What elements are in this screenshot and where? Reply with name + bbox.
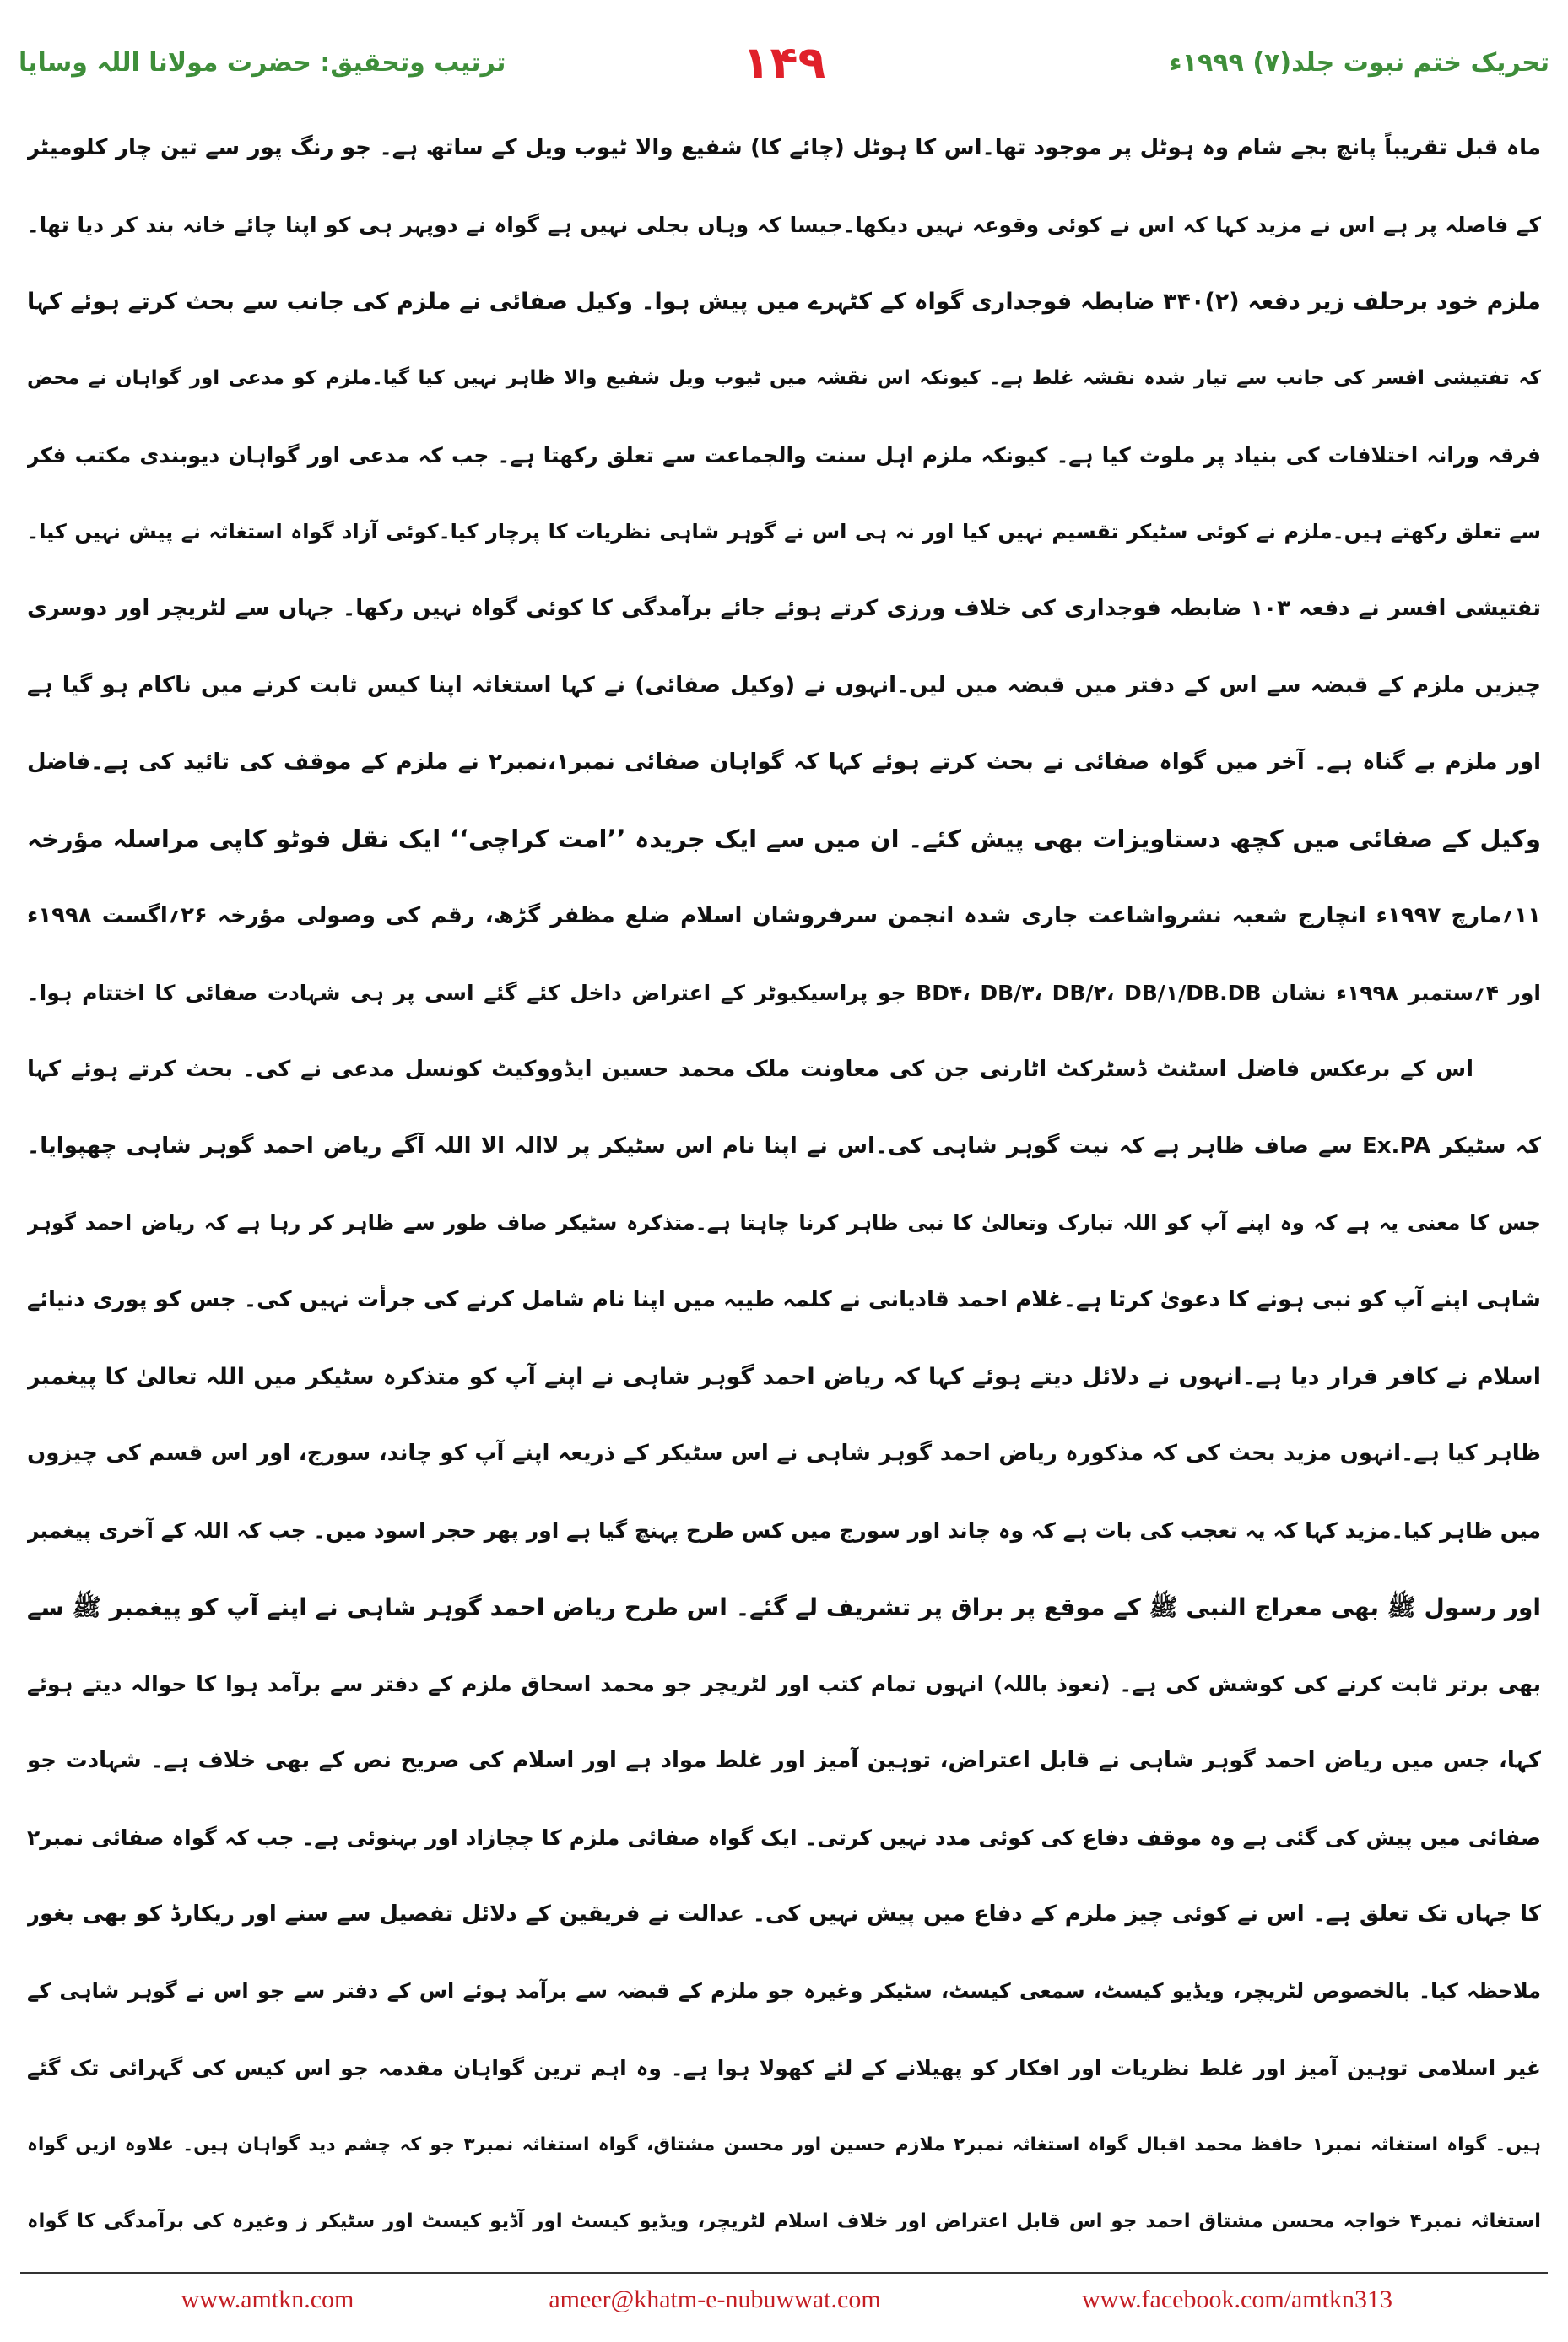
text-line: چیزیں ملزم کے قبضہ سے اس کے دفتر میں قبضہ میں لیں۔انہوں نے (وکیل صفائی) نے کہا استغاثہ اپنا کیس ثابت کرنے میں ناکام ہو گیا ہے — [27, 673, 1541, 698]
text-line: شاہی اپنے آپ کو نبی ہونے کا دعویٰ کرتا ہے۔غلام احمد قادیانی نے کلمہ طیبہ میں اپنا نام شامل کرنے کی جرأت نہیں کی۔ جس کو پوری دنیائے — [27, 1287, 1541, 1312]
text-line: اسلام نے کافر قرار دیا ہے۔انہوں نے دلائل دیتے ہوئے کہا کہ ریاض احمد گوہر شاہی نے اپنے آپ کو متذکرہ سٹیکر میں اللہ تعالیٰ کا پیغمبر — [27, 1364, 1541, 1390]
page-number: ۱۴۹ — [742, 36, 826, 89]
text-line: اور رسول ﷺ بھی معراج النبی ﷺ کے موقع پر براق پر تشریف لے گئے۔ اس طرح ریاض احمد گوہر شاہی نے اپنے آپ کو پیغمبر ﷺ سے — [27, 1593, 1541, 1621]
text-line: کہ تفتیشی افسر کی جانب سے تیار شدہ نقشہ غلط ہے۔ کیونکہ اس نقشہ میں ٹیوب ویل شفیع والا ظاہر نہیں کیا گیا۔ملزم کو مدعی اور گواہان نے محض — [27, 367, 1541, 389]
text-line: ظاہر کیا ہے۔انہوں مزید بحث کی کہ مذکورہ ریاض احمد گوہر شاہی نے اس سٹیکر کے ذریعہ اپنے آپ کو چاند، سورج، اور اس قسم کی چیزوں — [27, 1441, 1541, 1466]
footer-divider — [20, 2272, 1548, 2274]
text-line: استغاثہ نمبر۴ خواجہ محسن مشتاق احمد جو اس قابل اعتراض اور خلاف اسلام لٹریچر، ویڈیو کیسٹ اور آڈیو کیسٹ اور سٹیکر ز وغیرہ کی برآمدگی کا گواہ — [27, 2210, 1541, 2232]
text-line: سے تعلق رکھتے ہیں۔ملزم نے کوئی سٹیکر تقسیم نہیں کیا اور نہ ہی اس نے گوہر شاہی نظریات کا پرچار کیا۔کوئی آزاد گواہ استغاثہ نے پیش نہیں کیا۔ — [27, 520, 1541, 544]
header-series-title: تحریک ختم نبوت جلد(۷) ۱۹۹۹ء — [1169, 48, 1549, 78]
text-line: فرقہ ورانہ اختلافات کی بنیاد پر ملوث کیا ہے۔ کیونکہ ملزم اہل سنت والجماعت سے تعلق رکھتا ہے۔ جب کہ مدعی اور گواہان دیوبندی مکتب فکر — [27, 443, 1541, 468]
text-line: کے فاصلہ پر ہے اس نے مزید کہا کہ اس نے کوئی وقوعہ نہیں دیکھا۔جیسا کہ وہاں بجلی نہیں ہے گواہ نے دوپہر ہی کو اپنا چائے خانہ بند کر دیا تھا۔ — [27, 213, 1541, 237]
paragraph-start-line: اس کے برعکس فاضل اسٹنٹ ڈسٹرکٹ اٹارنی جن کی معاونت ملک محمد حسین ایڈووکیٹ کونسل مدعی نے کی۔ بحث کرتے ہوئے کہا — [27, 1057, 1473, 1082]
text-line: اور ۴؍ستمبر ۱۹۹۸ء نشان BD۴، DB/۳، DB/۲، DB/۱/DB.DB جو پراسیکیوٹر کے اعتراض داخل کئے گئے اسی پر ہی شہادت صفائی کا اختتام ہوا۔ — [27, 981, 1541, 1005]
text-line: میں ظاہر کیا۔مزید کہا کہ یہ تعجب کی بات ہے کہ وہ چاند اور سورج میں کس طرح پہنچ گیا ہے اور پھر حجر اسود میں۔ جب کہ اللہ کے آخری پیغمبر — [27, 1518, 1541, 1543]
text-line: ۱۱؍مارچ ۱۹۹۷ء انچارج شعبہ نشرواشاعت جاری شدہ انجمن سرفروشان اسلام ضلع مظفر گڑھ، رقم کی وصولی مؤرخہ ۲۶؍اگست ۱۹۹۸ء — [27, 903, 1541, 928]
header-compiler-credit: ترتیب وتحقیق: حضرت مولانا اللہ وسایا — [19, 48, 506, 78]
text-line: کہا، جس میں ریاض احمد گوہر شاہی نے قابل اعتراض، توہین آمیز اور غلط مواد ہے اور اسلام کی صریح نص کے بھی خلاف ہے۔ شہادت جو — [27, 1748, 1541, 1773]
text-line: اور ملزم بے گناہ ہے۔ آخر میں گواہ صفائی نے بحث کرتے ہوئے کہا کہ گواہان صفائی نمبر۱،نمبر۲ نے ملزم کے موقف کی تائید کی ہے۔فاضل — [27, 749, 1541, 775]
text-line: ملزم خود برحلف زیر دفعہ (۲)۳۴۰ ضابطہ فوجداری گواہ کے کٹہرے میں پیش ہوا۔ وکیل صفائی نے ملزم کی جانب سے بحث کرتے ہوئے کہا — [27, 289, 1541, 315]
text-line: ماہ قبل تقریباً پانچ بجے شام وہ ہوٹل پر موجود تھا۔اس کا ہوٹل (چائے کا) شفیع والا ٹیوب ویل کے ساتھ ہے۔ جو رنگ پور سے تین چار کلومیٹر — [27, 135, 1541, 160]
page-body-text — [27, 110, 1541, 2260]
text-line: کہ سٹیکر Ex.PA سے صاف ظاہر ہے کہ نیت گوہر شاہی کی۔اس نے اپنا نام اس سٹیکر پر لاالہ الا اللہ آگے ریاض احمد گوہر شاہی چھپوایا۔ — [27, 1133, 1541, 1159]
text-line: بھی برتر ثابت کرنے کی کوشش کی ہے۔ (نعوذ باللہ) انہوں تمام کتب اور لٹریچر جو محمد اسحاق ملزم کے دفتر سے برآمد ہوا کا حوالہ دیتے ہوئے — [27, 1672, 1541, 1696]
text-line: صفائی میں پیش کی گئی ہے وہ موقف دفاع کی کوئی مدد نہیں کرتی۔ ایک گواہ صفائی ملزم کا چچازاد اور بہنوئی ہے۔ جب کہ گواہ صفائی نمبر۲ — [27, 1825, 1541, 1850]
email-link[interactable]: ameer@khatm-e-nubuwwat.com — [549, 2285, 881, 2313]
facebook-link[interactable]: www.facebook.com/amtkn313 — [1082, 2285, 1392, 2313]
website-link[interactable]: www.amtkn.com — [181, 2285, 354, 2313]
text-line: غیر اسلامی توہین آمیز اور غلط نظریات اور افکار کو پھیلانے کے لئے کھولا ہوا ہے۔ وہ اہم ترین گواہان مقدمہ جو اس کیس کی گہرائی تک گئے — [27, 2056, 1541, 2080]
text-line: ملاحظہ کیا۔ بالخصوص لٹریچر، ویڈیو کیسٹ، سمعی کیسٹ، سٹیکر وغیرہ جو ملزم کے قبضہ سے برآمد ہوئے اس کے دفتر سے جو اس نے گوہر شاہی کے — [27, 1979, 1541, 2003]
text-line: تفتیشی افسر نے دفعہ ۱۰۳ ضابطہ فوجداری کی خلاف ورزی کرتے ہوئے جائے برآمدگی کا کوئی گواہ نہیں رکھا۔ جہاں سے لٹریچر اور دوسری — [27, 596, 1541, 621]
text-line: کا جہاں تک تعلق ہے۔ اس نے کوئی چیز ملزم کے دفاع میں پیش نہیں کی۔ عدالت نے فریقین کے دلائل تفصیل سے سنے اور ریکارڈ کو بھی بغور — [27, 1901, 1541, 1927]
text-line: ہیں۔ گواہ استغاثہ نمبر۱ حافظ محمد اقبال گواہ استغاثہ نمبر۲ ملازم حسین اور محسن مشتاق، گواہ استغاثہ نمبر۳ جو کہ چشم دید گواہان ہیں۔ علاوہ ازیں گواہ — [27, 2134, 1541, 2155]
text-line: جس کا معنی یہ ہے کہ وہ اپنے آپ کو اللہ تبارک وتعالیٰ کا نبی ظاہر کرنا چاہتا ہے۔متذکرہ سٹیکر صاف طور سے ظاہر کر رہا ہے کہ ریاض احمد گوہر — [27, 1211, 1541, 1235]
text-line: وکیل کے صفائی میں کچھ دستاویزات بھی پیش کئے۔ ان میں سے ایک جریدہ ’’امت کراچی‘‘ ایک نقل فوٹو کاپی مراسلہ مؤرخہ — [27, 825, 1541, 853]
